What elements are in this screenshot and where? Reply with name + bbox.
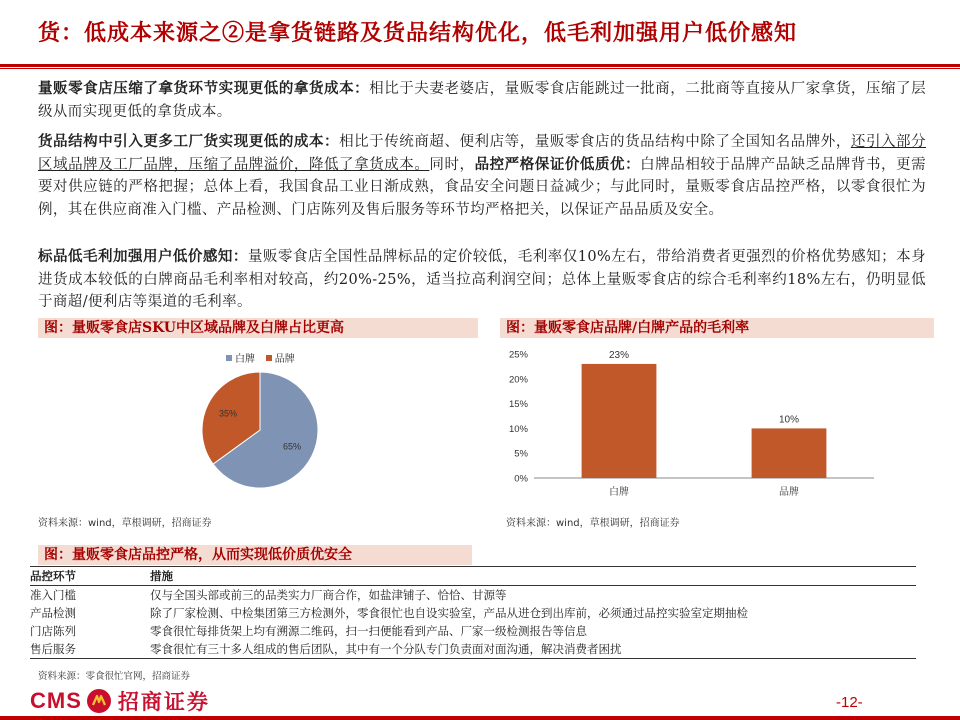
bar-brand — [752, 428, 827, 478]
table-cell: 准入门槛 — [30, 588, 76, 602]
table-cell: 售后服务 — [30, 642, 76, 656]
paragraph-heading: 量贩零食店压缩了拿货环节实现更低的拿货成本： — [38, 80, 370, 97]
paragraph-product-structure — [38, 131, 926, 221]
bar-data-label: 10% — [778, 414, 800, 426]
y-tick-label: 20% — [508, 374, 528, 386]
paragraph-body: 白牌品相较于品牌产品缺乏品牌背书，更需要对供应链的严格把握；总体上看，我国食品工业日渐成熟，食品安全问题日益减少；与此同时，量贩零食店品控严格，以零食很忙为例，其在供应商准入门槛、产品检测、门店陈列及售后服务等环节均严格把关，以保证产品品质及安全。 — [38, 156, 927, 218]
paragraph-underline: 还引入部分区域品牌及工厂品牌，压缩了品牌溢价，降低了拿货成本。 — [38, 134, 927, 173]
footer-divider — [0, 716, 960, 720]
paragraph-body: 量贩零食店全国性品牌标品的定价较低，毛利率仅10%左右，带给消费者更强烈的价格优势感知；本身进货成本较低的白牌商品毛利率相对较高，约20%-25%，适当拉高利润空间；总体上量贩零食店的综合毛利率约18%左右，仍明显低于商超/便利店等渠道的毛利率。 — [38, 249, 927, 310]
table-row — [30, 640, 916, 659]
legend-label: 品牌 — [274, 354, 295, 365]
figure2-source: 资料来源：wind，草根调研，招商证券 — [506, 518, 680, 529]
paragraph-body: 同时， — [429, 156, 475, 173]
bar-chart — [500, 340, 880, 506]
page-title: 货：低成本来源之②是拿货链路及货品结构优化，低毛利加强用户低价感知 — [38, 20, 798, 46]
paragraph-low-margin — [38, 246, 926, 314]
paragraph-heading: 标品低毛利加强用户低价感知： — [38, 248, 248, 265]
table-header — [30, 566, 916, 586]
table-cell: 零食很忙有三十多人组成的售后团队，其中有一个分队专门负责面对面沟通，解决消费者困扰 — [150, 642, 622, 656]
figure1-source: 资料来源：wind，草根调研，招商证券 — [38, 518, 212, 529]
logo-cn-text: 招商证券 — [117, 689, 210, 714]
legend-swatch — [266, 355, 272, 361]
legend-swatch — [226, 355, 232, 361]
pie-chart — [190, 365, 330, 495]
figure3-source: 资料来源：零食很忙官网，招商证券 — [38, 671, 191, 682]
legend-item-whitelabel — [226, 350, 255, 365]
logo-cms-text: CMS — [30, 688, 82, 713]
paragraph-body: 相比于传统商超、便利店等，量贩零食店的货品结构中除了全国知名品牌外， — [339, 134, 851, 150]
title-divider — [0, 64, 960, 67]
y-tick-label: 25% — [508, 349, 528, 361]
logo-emblem-icon — [86, 688, 112, 714]
y-tick-label: 10% — [508, 423, 528, 435]
legend-label: 白牌 — [235, 354, 255, 365]
table-cell: 仅与全国头部或前三的品类实力厂商合作，如盐津铺子、恰恰、甘源等 — [150, 588, 507, 602]
title-divider-thin — [0, 68, 960, 69]
y-tick-label: 0% — [514, 473, 528, 485]
y-tick-label: 15% — [508, 399, 528, 411]
table-row — [30, 604, 916, 622]
pie-data-label: 65% — [283, 441, 302, 452]
table-cell: 产品检测 — [30, 606, 76, 620]
table-row — [30, 622, 916, 640]
table-cell: 零食很忙每排货架上均有溯源二维码，扫一扫便能看到产品、厂家一级检测报告等信息 — [150, 624, 587, 638]
company-logo — [30, 686, 210, 716]
paragraph-heading: 货品结构中引入更多工厂货实现更低的成本： — [38, 133, 340, 150]
pie-data-label: 35% — [218, 408, 237, 419]
header-cell: 措施 — [150, 569, 173, 583]
paragraph-heading: 品控严格保证价低质优： — [474, 155, 641, 173]
bar-data-label: 23% — [608, 349, 630, 361]
figure3-title: 图：量贩零食店品控严格，从而实现低价质优安全 — [38, 545, 472, 565]
quality-control-table — [30, 566, 916, 659]
x-tick-label: 白牌 — [609, 487, 629, 498]
paragraph-body: 相比于夫妻老婆店，量贩零食店能跳过一批商，二批商等直接从厂家拿货，压缩了层级从而实现更低的拿货成本。 — [38, 81, 926, 120]
legend-item-brand — [266, 350, 295, 365]
figure2-title: 图：量贩零食店品牌/白牌产品的毛利率 — [500, 318, 934, 338]
table-row — [30, 586, 916, 604]
table-cell: 除了厂家检测、中检集团第三方检测外，零食很忙也自设实验室，产品从进仓到出库前，必须通过品控实验室定期抽检 — [150, 606, 748, 620]
pie-legend — [226, 350, 303, 365]
header-cell: 品控环节 — [30, 569, 76, 583]
page-number: -12- — [836, 694, 863, 711]
paragraph-purchase-chain — [38, 78, 926, 123]
figure1-title: 图：量贩零食店SKU中区域品牌及白牌占比更高 — [38, 318, 478, 338]
bar-whitelabel — [582, 364, 657, 478]
table-cell: 门店陈列 — [30, 624, 76, 638]
x-tick-label: 品牌 — [779, 487, 799, 498]
y-tick-label: 5% — [514, 448, 528, 460]
